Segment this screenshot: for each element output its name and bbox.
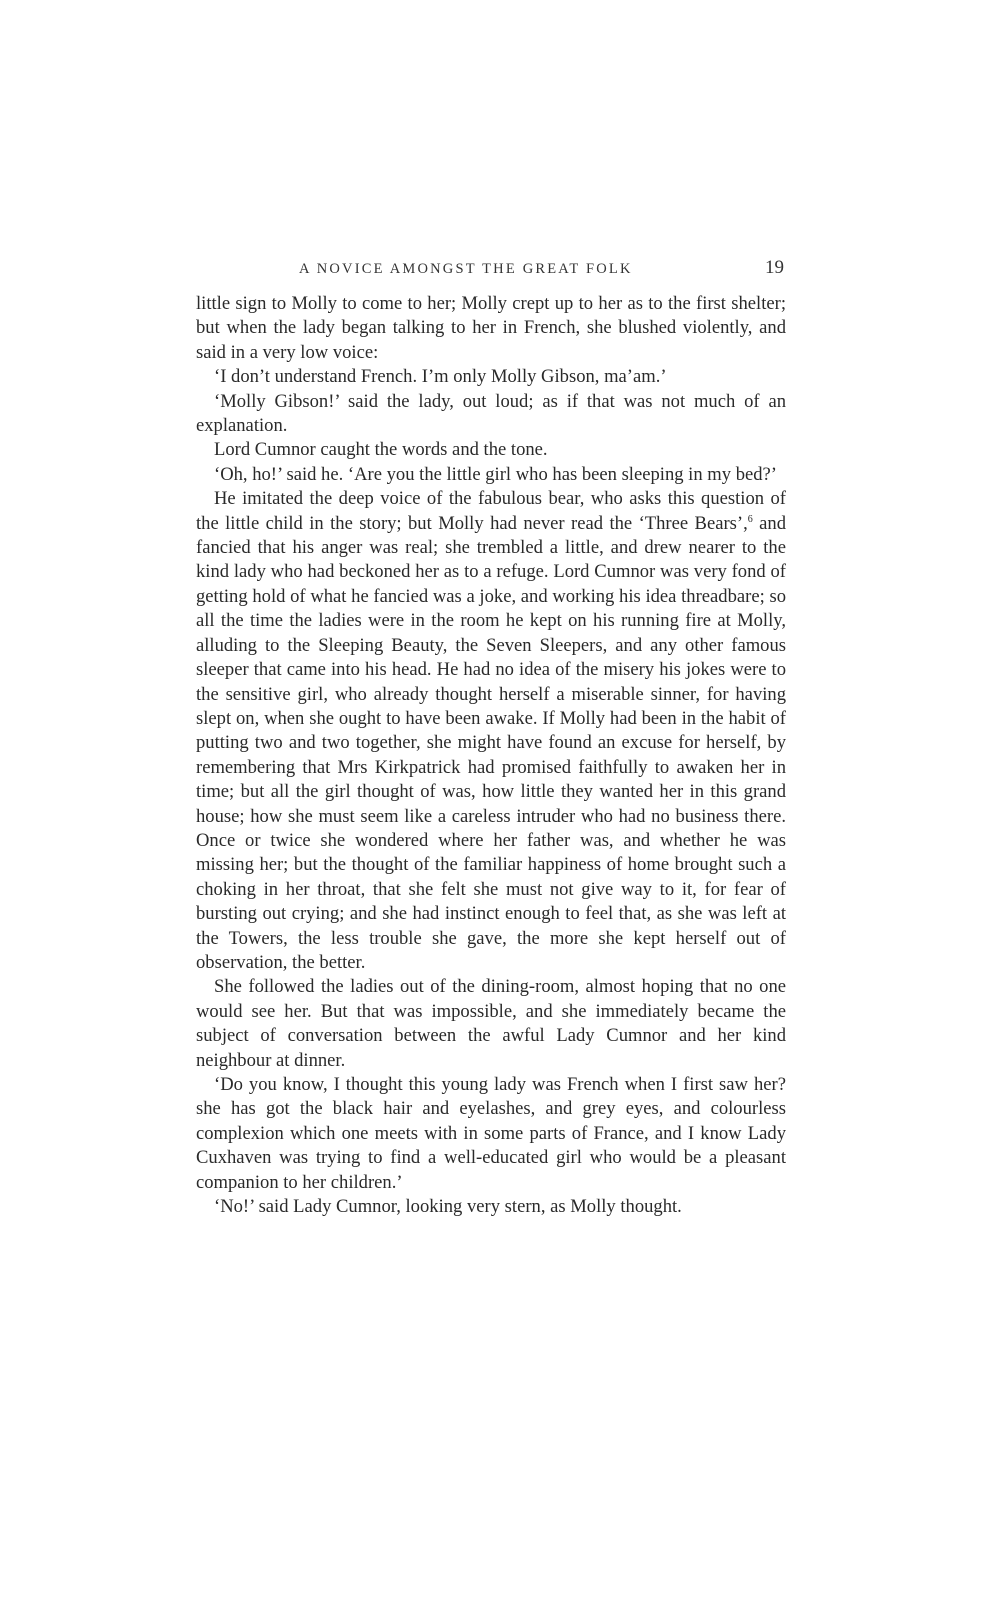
paragraph-text: and fancied that his anger was real; she trembled a little, and drew nearer to the kind lady who had beckoned her as to a refuge. Lord Cumnor was very fond of getting hold of what he fancied was a joke, and working his idea threadbare; so all the time the ladies were in the room he kept on his running fire at Molly, alluding to the Sleeping Beauty, the Seven Sleepers, and any other famous sleeper that came into his head. He had no idea of the misery his jokes were to the sensitive girl, who already thought herself a miserable sinner, for having slept on, when she ought to have been awake. If Molly had been in the habit of putting two and two together, she might have found an excuse for herself, by remembering that Mrs Kirkpatrick had promised faithfully to awaken her in time; but all the girl thought of was, how little they wanted her in this grand house; how she must seem like a careless intruder who had no business there. Once or twice she wondered where her father was, and whether he was missing her; but the thought of the familiar happiness of home brought such a choking in her throat, that she felt she must not give way to it, for fear of bursting out crying; and she had instinct enough to feel that, as she was left at the Towers, the less trouble she gave, the more she kept herself out of observation, the better. <box>196 512 786 973</box>
paragraph: ‘Molly Gibson!’ said the lady, out loud; as if that was not much of an explanation. <box>196 390 786 437</box>
paragraph: ‘I don’t understand French. I’m only Molly Gibson, ma’am.’ <box>214 366 667 388</box>
paragraph: ‘Do you know, I thought this young lady was French when I first saw her? she has got the black hair and eyelashes, and grey eyes, and colourless complexion which one meets with in some parts of France, and I know Lady Cuxhaven was trying to find a well-educated girl who would be a pleasant companion to her children.’ <box>196 1074 786 1193</box>
paragraph: ‘Oh, ho!’ said he. ‘Are you the little girl who has been sleeping in my bed?’ <box>214 463 777 485</box>
body-text <box>196 292 786 1219</box>
book-page <box>196 258 786 1219</box>
paragraph: Lord Cumnor caught the words and the tone. <box>214 439 548 461</box>
running-head <box>196 258 786 284</box>
page-number: 19 <box>765 257 784 278</box>
paragraph: little sign to Molly to come to her; Molly crept up to her as to the first shelter; but when the lady began talking to her in French, she blushed violently, and said in a very low voice: <box>196 293 786 363</box>
paragraph: ‘No!’ said Lady Cumnor, looking very stern, as Molly thought. <box>214 1196 682 1218</box>
running-title: A NOVICE AMONGST THE GREAT FOLK <box>299 261 633 277</box>
paragraph-text: He imitated the deep voice of the fabulous bear, who asks this question of the little child in the story; but Molly had never read the ‘Three Bears’, <box>196 488 786 534</box>
paragraph <box>196 487 786 975</box>
footnote-reference[interactable]: 6 <box>747 513 753 525</box>
paragraph: She followed the ladies out of the dining-room, almost hoping that no one would see her. But that was impossible, and she immediately became the subject of conversation between the awful Lady Cumnor and her kind neighbour at dinner. <box>196 976 786 1071</box>
